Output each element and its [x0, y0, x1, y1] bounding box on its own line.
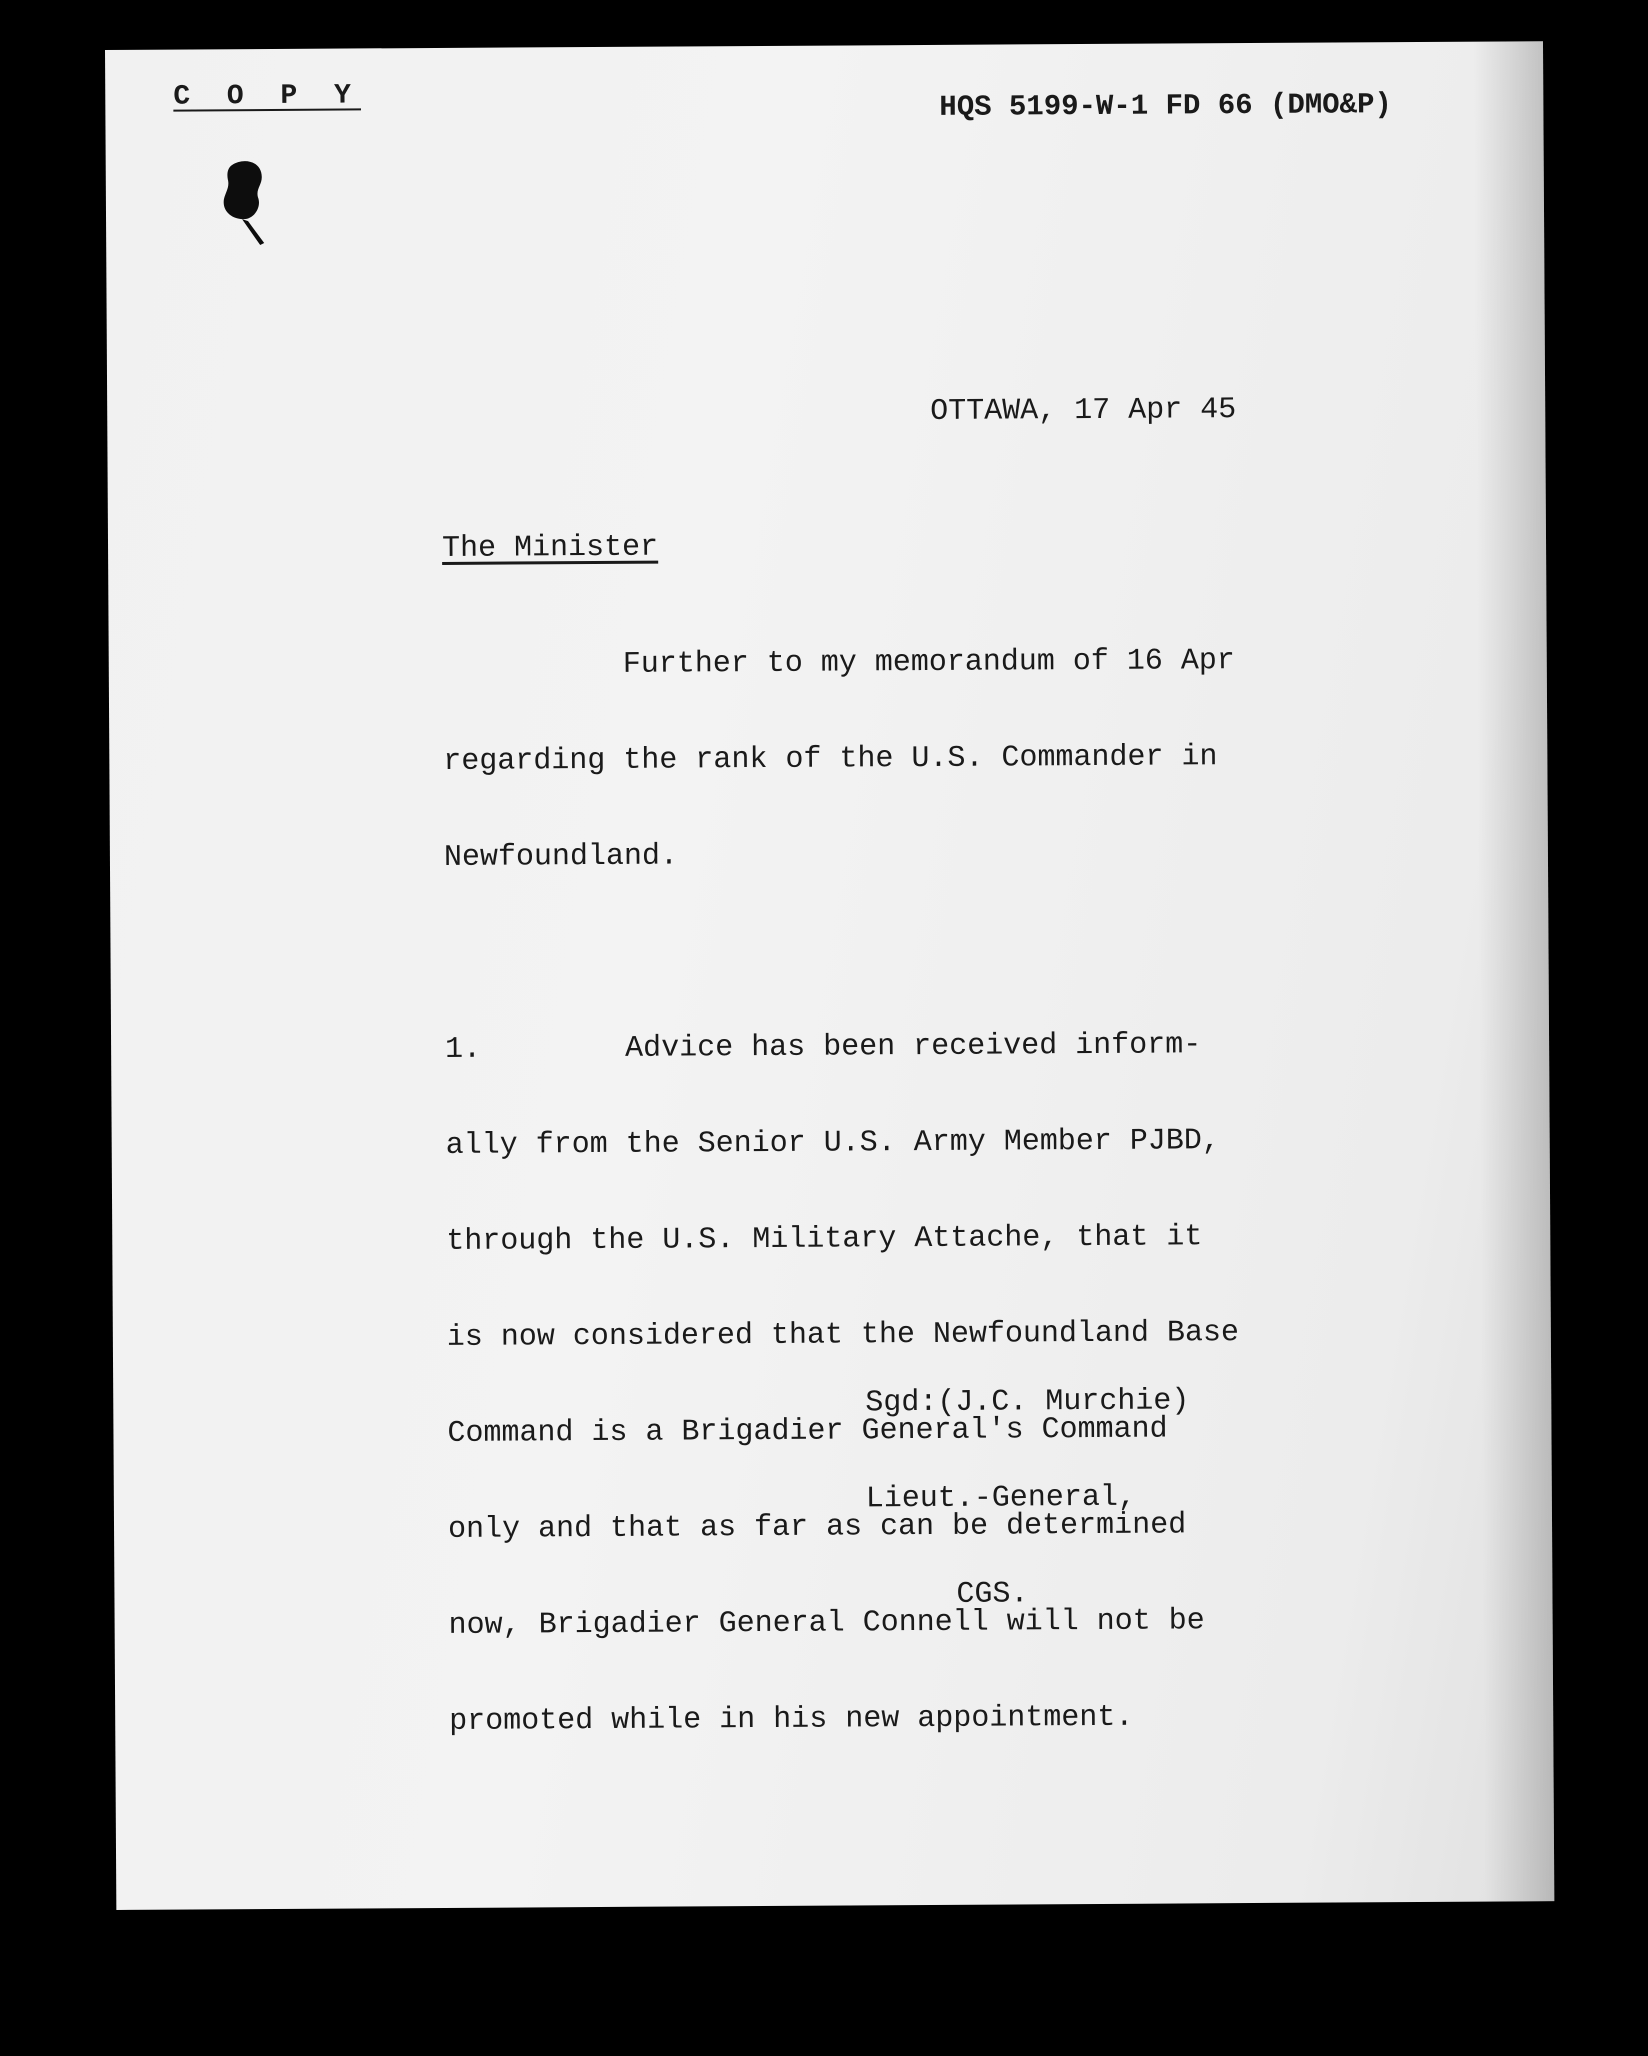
addressee: The Minister: [441, 530, 659, 566]
paragraph-line: now, Brigadier General Connell will not be: [448, 1604, 1205, 1643]
paragraph-line: through the U.S. Military Attache, that it: [446, 1220, 1203, 1259]
intro-line: Further to my memorandum of 16 Apr: [442, 644, 1235, 683]
file-reference-number: HQS 5199-W-1 FD 66 (DMO&P): [939, 88, 1392, 124]
paragraph-line: Command is a Brigadier General's Command: [447, 1412, 1168, 1451]
intro-line: Newfoundland.: [443, 839, 679, 875]
document-page: [105, 41, 1554, 1910]
signature-name: Sgd:(J.C. Murchie): [865, 1384, 1190, 1421]
intro-line: regarding the rank of the U.S. Commander in: [443, 740, 1218, 779]
paragraph-line: ally from the Senior U.S. Army Member PJBD,: [445, 1124, 1220, 1163]
paragraph-line: only and that as far as can be determined: [447, 1508, 1187, 1547]
paragraph-line: is now considered that the Newfoundland Base: [446, 1316, 1240, 1355]
signature-title: CGS.: [866, 1577, 1029, 1613]
date-line: OTTAWA, 17 Apr 45: [930, 393, 1237, 429]
paragraph-line: promoted while in his new appointment.: [449, 1700, 1134, 1739]
paragraph-gap: [444, 933, 1236, 970]
signature-block: [865, 1321, 1191, 1675]
ink-blot-mark: [218, 157, 271, 257]
signature-rank: Lieut.-General,: [865, 1480, 1137, 1517]
copy-mark: C O P Y: [173, 80, 362, 113]
paragraph-line: 1. Advice has been received inform-: [445, 1028, 1202, 1067]
